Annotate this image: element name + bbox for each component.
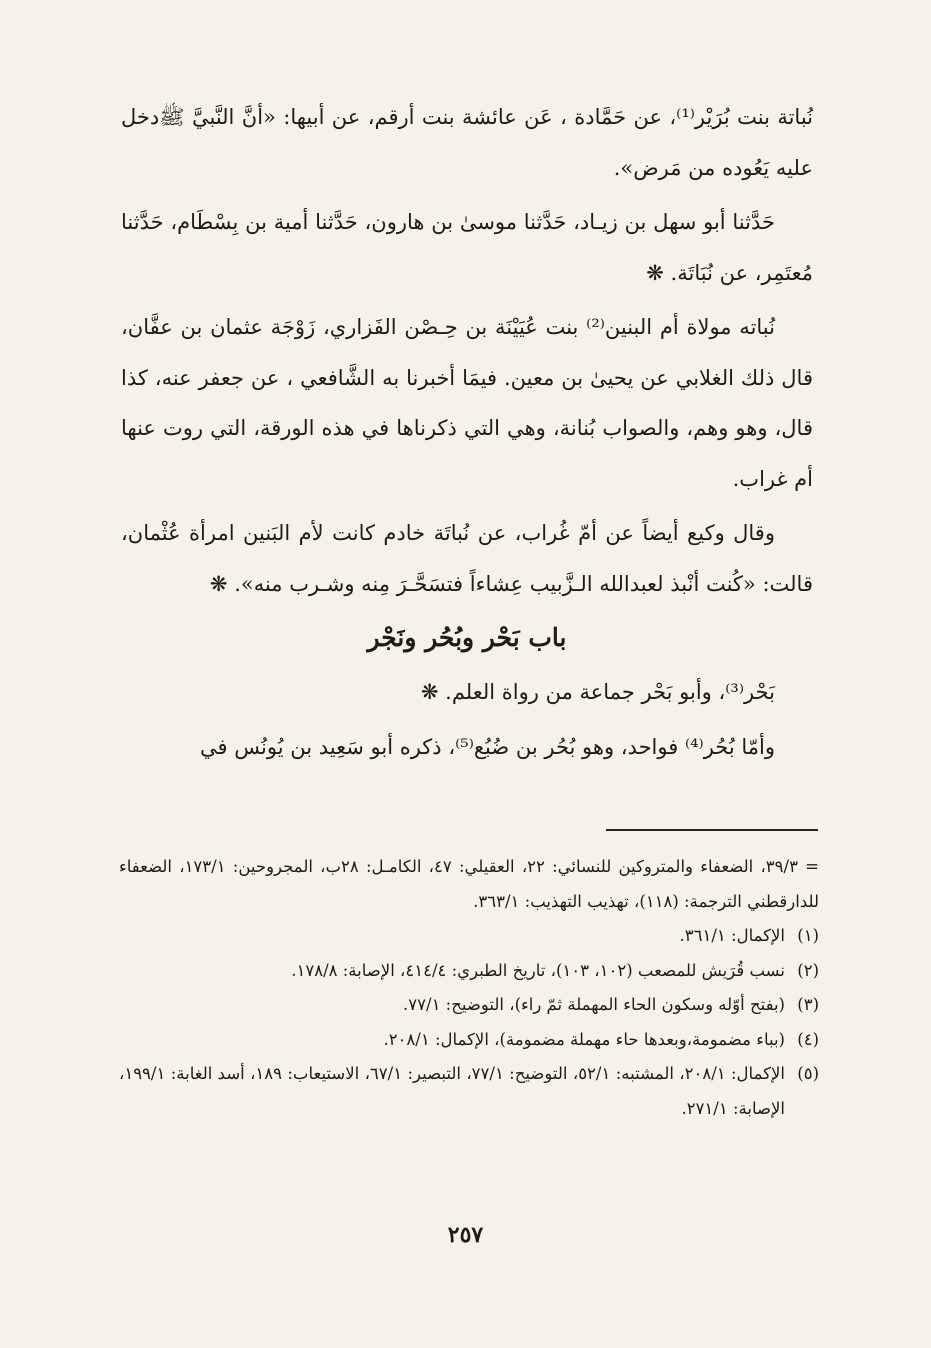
footnote-number: (٥) [797,1064,819,1083]
footnote-text: الإكمال: ٣٦١/١. [679,926,785,945]
paragraph-3: نُباته مولاة أم البنين⁽²⁾ بنت عُيَيْنَة بن حِـصْن الفَزاري، زَوْجَة عثمان بن عفَّان، قال ذلك الغلابي عن يحيىٰ بن معين. فيمَا أخبرنا به الشَّافعي ، عن جعفر عنه، كذا قال، وهو وهم، والصواب بُنانة، وهي التي ذكرناها في هذه الورقة، التي روت عنها أم غراب. [121,315,813,491]
page-number: ٢٥٧ [447,1222,484,1248]
main-text [121,92,813,772]
section-heading: باب بَحْر وبُحُر ونَجْر [367,623,567,652]
paragraph-1: نُباتة بنت بُرَيْر⁽¹⁾، عن حَمَّادة ، عَن عائشة بنت أرقم، عن أبيها: «أنَّ النَّبيَّ ﷺدخل عليه يَعُوده من مَرض». [121,105,813,180]
paragraph-5: بَحْر⁽³⁾، وأبو بَحْر جماعة من رواة العلم. ❋ [420,680,775,704]
paragraph-4: وقال وكيع أيضاً عن أمّ غُراب، عن نُباتَة خادم كانت لأم البَنين امرأة عُثْمان، قالت: «كُنت أنْبذ لعبدالله الـزَّبيب عِشاءاً فتسَحَّـرَ مِنه وشـرب منه». ❋ [121,521,813,596]
footnote-divider [606,829,818,831]
paragraph-6: وأمّا بُحُر⁽⁴⁾ فواحد، وهو بُحُر بن ضُبُع⁽⁵⁾، ذكره أبو سَعِيد بن يُونُس في [200,734,775,759]
footnote-text: (بفتح أوّله وسكون الحاء المهملة ثمّ راء)، التوضيح: ٧٧/١. [403,995,785,1014]
footnote-1 [119,919,819,954]
footnote-5 [119,1057,819,1126]
footnote-number: (٣) [797,995,819,1014]
footnote-2 [119,954,819,989]
footnote-text: (بباء مضمومة،وبعدها حاء مهملة مضمومة)، الإكمال: ٢٠٨/١. [383,1029,785,1049]
footnote-text: الإكمال: ٢٠٨/١، المشتبه: ٥٢/١، التوضيح: ٧٧/١، التبصير: ٦٧/١، الاستيعاب: ١٨٩، أسد الغابة: ١٩٩/١، الإصابة: ٢٧١/١. [119,1064,785,1118]
footnote-continuation: = ٣٩/٣، الضعفاء والمتروكين للنسائي: ٢٢، العقيلي: ٤٧، الكامـل: ٢٨ب، المجروحين: ١٧٣/١، الضعفاء للدارقطني الترجمة: (١١٨)، تهذيب التهذيب: ٣٦٣/١. [119,857,819,911]
footnote-number: (٤) [797,1029,819,1049]
footnote-4 [119,1023,819,1058]
footnote-number: (٢) [797,960,819,980]
footnote-text: نسب قُرَيش للمصعب (١٠٢، ١٠٣)، تاريخ الطبري: ٤١٤/٤، الإصابة: ١٧٨/٨. [291,960,785,980]
paragraph-2: حَدَّثنا أبو سهل بن زيـاد، حَدَّثنا موسىٰ بن هارون، حَدَّثنا أمية بن بِسْطَام، حَدَّثنا مُعتَمِر، عن نُبَاتَة. ❋ [121,210,813,285]
footnotes [119,850,819,1126]
footnote-3 [119,988,819,1023]
footnote-number: (١) [797,926,819,945]
